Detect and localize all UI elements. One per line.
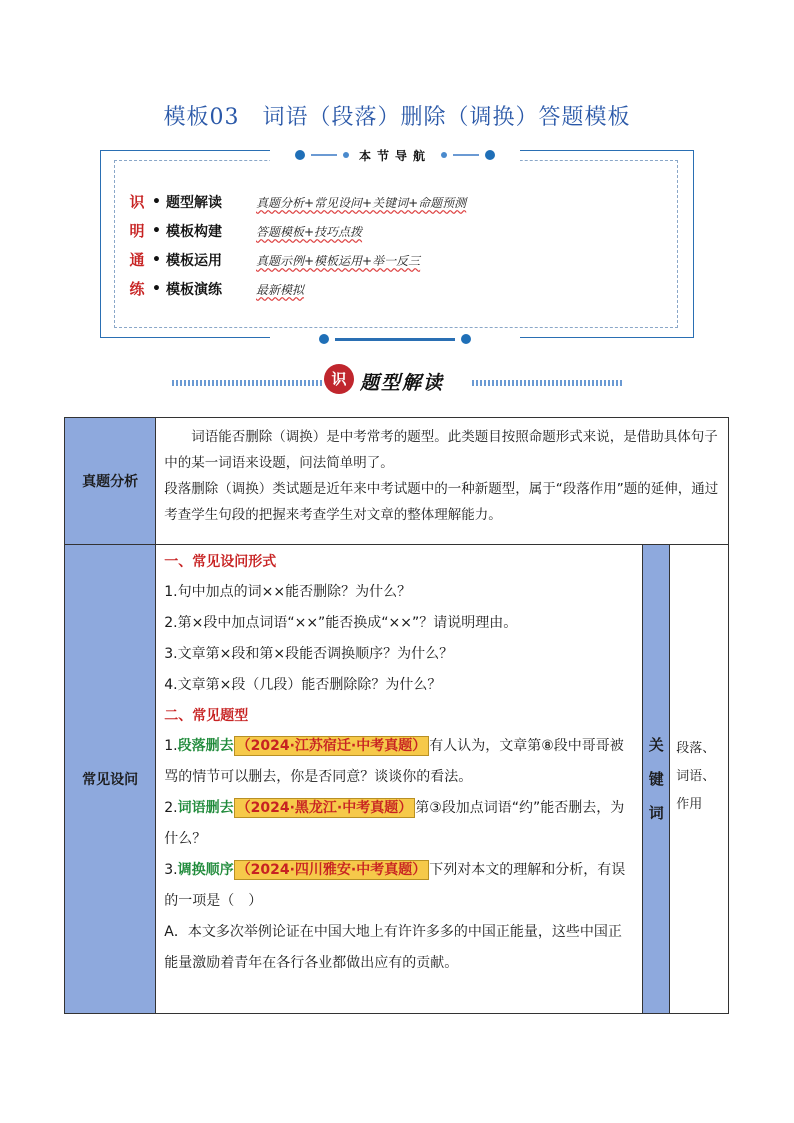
nav-item-label: 模板构建 (166, 224, 222, 240)
nav-item[interactable] (152, 221, 362, 241)
bullet-icon: • (152, 281, 161, 297)
example-text: 下列对本文的理解和分析，有误的一项是（ ） (164, 862, 626, 909)
source-tag: （2024·四川雅安·中考真题） (234, 860, 430, 880)
dot-ornament-icon (319, 334, 329, 344)
keyword-values (670, 545, 729, 1014)
keyword-value: 作用 (676, 797, 703, 812)
nav-footer-bar (270, 332, 520, 346)
example-type: 词语删去 (177, 800, 234, 816)
example-number: 3. (164, 862, 178, 878)
table-row (65, 418, 729, 545)
keyword-char: 关 (648, 736, 664, 754)
section-heading: 一、常见设问形式 (164, 554, 277, 570)
section-navigation-box (100, 150, 694, 338)
dot-ornament-icon (441, 152, 447, 158)
banner-stripe-left (172, 380, 322, 386)
questions-block (156, 545, 642, 981)
example-text: 第③段加点词语“约”能否删去，为什么？ (164, 800, 625, 847)
keyword-value: 段落、 (676, 741, 716, 756)
nav-heading-bar (270, 148, 520, 162)
dot-ornament-icon (343, 152, 349, 158)
nav-item-desc: 真题示例+模板运用+举一反三 (256, 253, 421, 268)
banner-stripe-right (472, 380, 622, 386)
dot-ornament-icon (485, 150, 495, 160)
nav-item-label: 题型解读 (166, 195, 222, 211)
nav-heading: 本节导航 (358, 148, 431, 163)
keyword-header (643, 545, 670, 1014)
keyword-char: 键 (648, 770, 664, 788)
row-content (156, 545, 643, 1014)
example-item (164, 855, 634, 917)
vertical-char: 明 (129, 222, 145, 240)
bullet-icon: • (152, 252, 161, 268)
dash-ornament (311, 154, 337, 156)
option-a: A．本文多次举例论证在中国大地上有许许多多的中国正能量，这些中国正能量激励着青年在各行各业都做出应有的贡献。 (164, 924, 622, 971)
example-text: 有人认为，文章第⑧段中哥哥被骂的情节可以删去，你是否同意？谈谈你的看法。 (164, 738, 624, 785)
row-header: 常见设问 (65, 545, 156, 1014)
nav-item[interactable] (152, 250, 420, 270)
paragraph: 段落删除（调换）类试题是近年来中考试题中的一种新题型，属于“段落作用”题的延伸，通过考查学生句段的把握来考查学生对文章的整体理解能力。 (164, 481, 719, 523)
question-item: 1.句中加点的词××能否删除？为什么？ (164, 584, 412, 600)
banner-label: 题型解读 (360, 372, 445, 394)
example-type: 段落删去 (177, 738, 234, 754)
seal-icon: 识 (324, 364, 354, 394)
keyword-value: 词语、 (676, 769, 716, 784)
nav-item-desc: 真题分析+常见设问+关键词+命题预测 (256, 195, 467, 210)
dot-ornament-icon (295, 150, 305, 160)
example-item (164, 731, 634, 793)
paragraph: 词语能否删除（调换）是中考常考的题型。此类题目按照命题形式来说，是借助具体句子中的某一词语来设题，问法简单明了。 (164, 429, 718, 471)
table-row (65, 545, 729, 1014)
nav-item-label: 模板演练 (166, 282, 222, 298)
analysis-text (156, 418, 728, 534)
keyword-char: 词 (648, 804, 664, 822)
question-item: 4.文章第×段（几段）能否删除除？为什么？ (164, 677, 442, 693)
section-heading: 二、常见题型 (164, 708, 249, 724)
row-header: 真题分析 (65, 418, 156, 545)
nav-item-desc: 最新模拟 (256, 282, 305, 297)
bullet-icon: • (152, 223, 161, 239)
source-tag: （2024·江苏宿迁·中考真题） (234, 736, 430, 756)
dash-ornament (453, 154, 479, 156)
nav-item[interactable] (152, 279, 304, 299)
dot-ornament-icon (461, 334, 471, 344)
example-type: 调换顺序 (177, 862, 234, 878)
nav-item[interactable] (152, 192, 466, 212)
vertical-char: 识 (129, 193, 145, 211)
source-tag: （2024·黑龙江·中考真题） (234, 798, 416, 818)
example-item (164, 793, 634, 855)
footer-line (335, 338, 455, 341)
section-banner (172, 368, 622, 398)
row-content (156, 418, 729, 545)
analysis-table (64, 417, 729, 1014)
nav-vertical-characters (126, 188, 148, 304)
page-title: 模板03 词语（段落）删除（调换）答题模板 (163, 105, 631, 130)
example-number: 1. (164, 738, 178, 754)
question-item: 3.文章第×段和第×段能否调换顺序？为什么？ (164, 646, 454, 662)
vertical-char: 练 (129, 280, 145, 298)
nav-item-desc: 答题模板+技巧点拨 (256, 224, 363, 239)
vertical-char: 通 (129, 251, 145, 269)
nav-inner-border (114, 160, 678, 328)
bullet-icon: • (152, 194, 161, 210)
question-item: 2.第×段中加点词语“××”能否换成“××”？请说明理由。 (164, 615, 518, 631)
nav-item-label: 模板运用 (166, 253, 222, 269)
example-number: 2. (164, 800, 178, 816)
